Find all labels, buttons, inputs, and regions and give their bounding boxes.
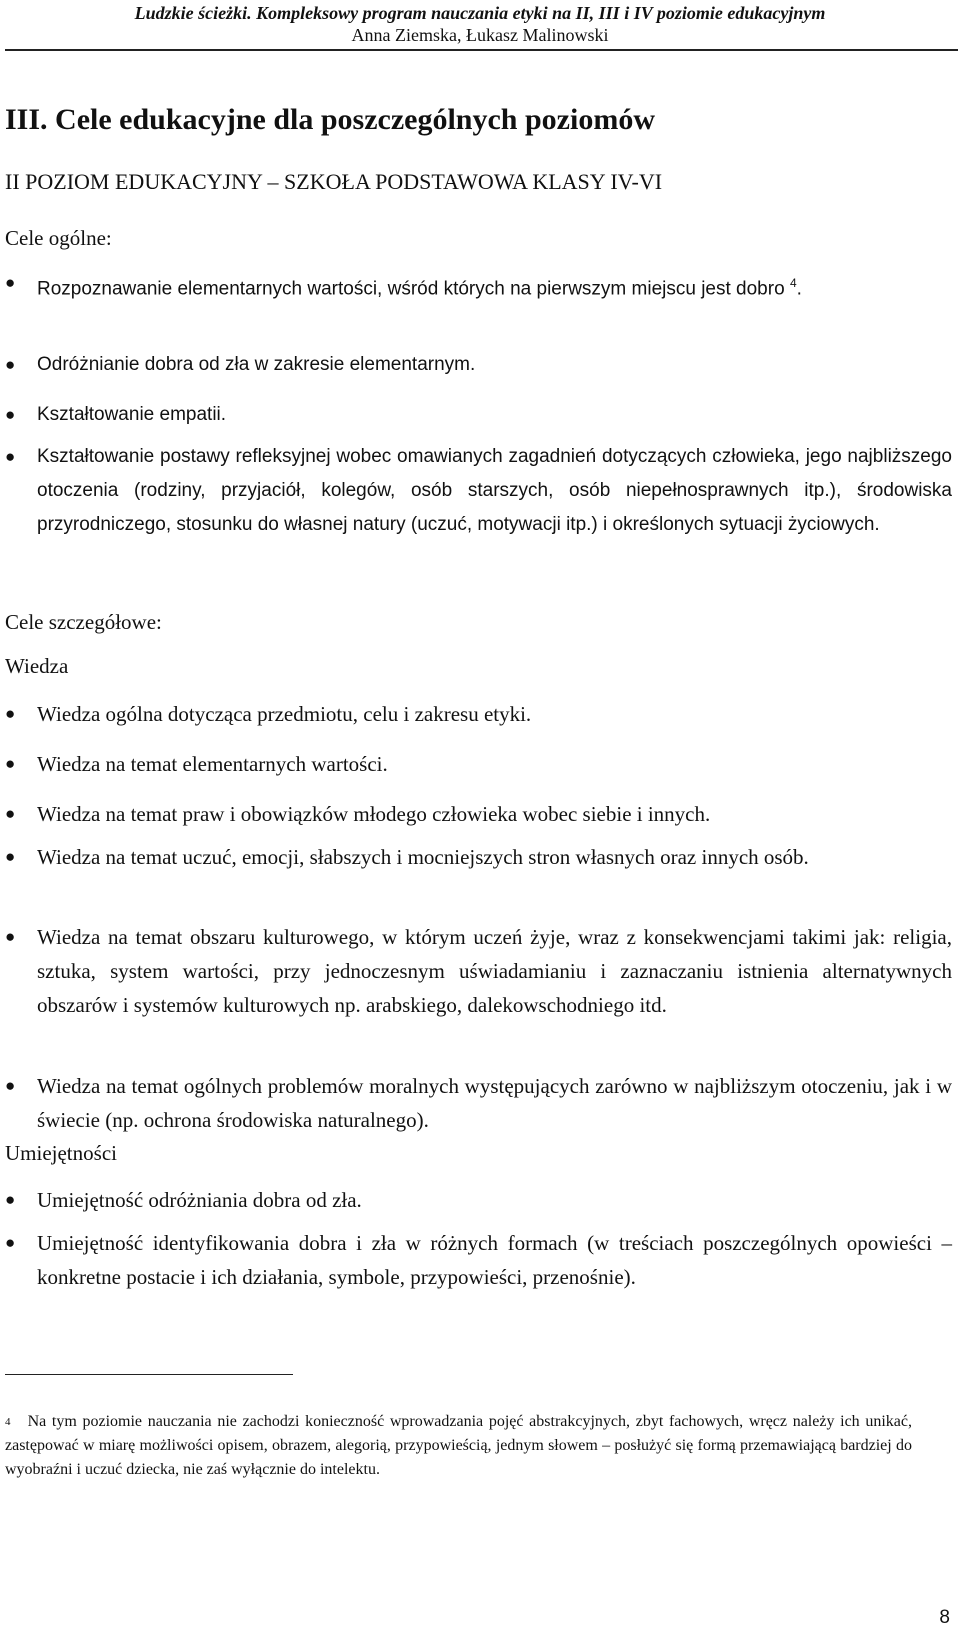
bullet-icon: ● [5, 1190, 16, 1209]
bullet-icon: ● [5, 447, 16, 466]
footnote-text: Na tym poziomie nauczania nie zachodzi konieczność wprowadzania pojęć abstrakcyjnych, zbyt fachowych, wręcz należy ich unikać, zastępować w miarę możliwości opisem, obrazem, alegorią, przypowieścią, jednym słowem – posłużyć się formą przemawiającą bardziej do wyobraźni i uczuć dziecka, nie zaś wyłącznie do intelektu. [5, 1413, 913, 1478]
detailed-goals-heading: Cele szczegółowe: [5, 610, 162, 634]
list-item-text: Rozpoznawanie elementarnych wartości, wśród których na pierwszym miejscu jest dobro $^4$. [37, 276, 802, 300]
knowledge-heading: Wiedza [5, 654, 69, 678]
list-item-text: Wiedza na temat uczuć, emocji, słabszych i mocniejszych stron własnych oraz innych osób. [37, 845, 809, 869]
bullet-icon: ● [5, 1076, 16, 1095]
bullet-icon: ● [5, 273, 16, 292]
list-item-text: Wiedza na temat praw i obowiązków młodego człowieka wobec siebie i innych. [37, 802, 711, 826]
list-item-text: Umiejętność identyfikowania dobra i zła w różnych formach (w treściach poszczególnych opowieści – konkretne postacie i ich działania, symbole, przypowieści, przenośnie). [37, 1231, 952, 1289]
header-title [0, 2, 960, 24]
bullet-icon: ● [5, 847, 16, 866]
list-item-text: Kształtowanie postawy refleksyjnej wobec omawianych zagadnień dotyczących człowieka, jego najbliższego otoczenia (rodziny, przyjaciół, kolegów, osób starszych, osób niepełnosprawnych itp.), środowiska przyrodniczego, stosunku do własnej natury (uczuć, motywacji itp.) i określonych sytuacji życiowych. [37, 446, 952, 535]
list-item-text: Wiedza na temat ogólnych problemów moralnych występujących zarówno w najbliższym otoczeniu, jak i w świecie (np. ochrona środowiska naturalnego). [37, 1074, 952, 1132]
level-title: II POZIOM EDUKACYJNY – SZKOŁA PODSTAWOWA KLASY IV-VI [5, 169, 663, 194]
header-title-italic: Ludzkie ścieżki. [134, 3, 252, 23]
chapter-title: III. Cele edukacyjne dla poszczególnych poziomów [5, 103, 655, 136]
list-item-text: Wiedza ogólna dotycząca przedmiotu, celu i zakresu etyki. [37, 702, 532, 726]
bullet-icon: ● [5, 1233, 16, 1252]
list-item-text: Kształtowanie empatii. [37, 404, 227, 425]
bullet-icon: ● [5, 754, 16, 773]
bullet-icon: ● [5, 704, 16, 723]
skills-heading: Umiejętności [5, 1141, 117, 1165]
bullet-icon: ● [5, 927, 16, 946]
footnote-number: 4 [5, 1416, 11, 1428]
footnote [5, 1410, 912, 1482]
list-item-text: Umiejętność odróżniania dobra od zła. [37, 1188, 362, 1212]
header-title-rest: Kompleksowy program nauczania etyki na II, III i IV poziomie edukacyjnym [251, 3, 826, 23]
bullet-icon: ● [5, 804, 16, 823]
footnote-ref[interactable]: 4 [789, 276, 797, 290]
general-goals-heading: Cele ogólne: [5, 226, 112, 250]
list-item-text: Wiedza na temat obszaru kulturowego, w którym uczeń żyje, wraz z konsekwencjami takimi jak: religia, sztuka, system wartości, przy jednoczesnym uświadamianiu i zaznaczaniu istnienia alternatywnych obszarów i systemów kulturowych np. arabskiego, dalekowschodniego itd. [37, 925, 952, 1017]
list-item-text: Wiedza na temat elementarnych wartości. [37, 752, 388, 776]
footnote-divider [5, 1374, 293, 1375]
header-divider [5, 49, 958, 51]
page-number: 8 [939, 1607, 950, 1628]
header-authors: Anna Ziemska, Łukasz Malinowski [351, 25, 609, 45]
bullet-icon: ● [5, 355, 16, 374]
list-item-text: Odróżnianie dobra od zła w zakresie elementarnym. [37, 354, 476, 375]
bullet-icon: ● [5, 405, 16, 424]
